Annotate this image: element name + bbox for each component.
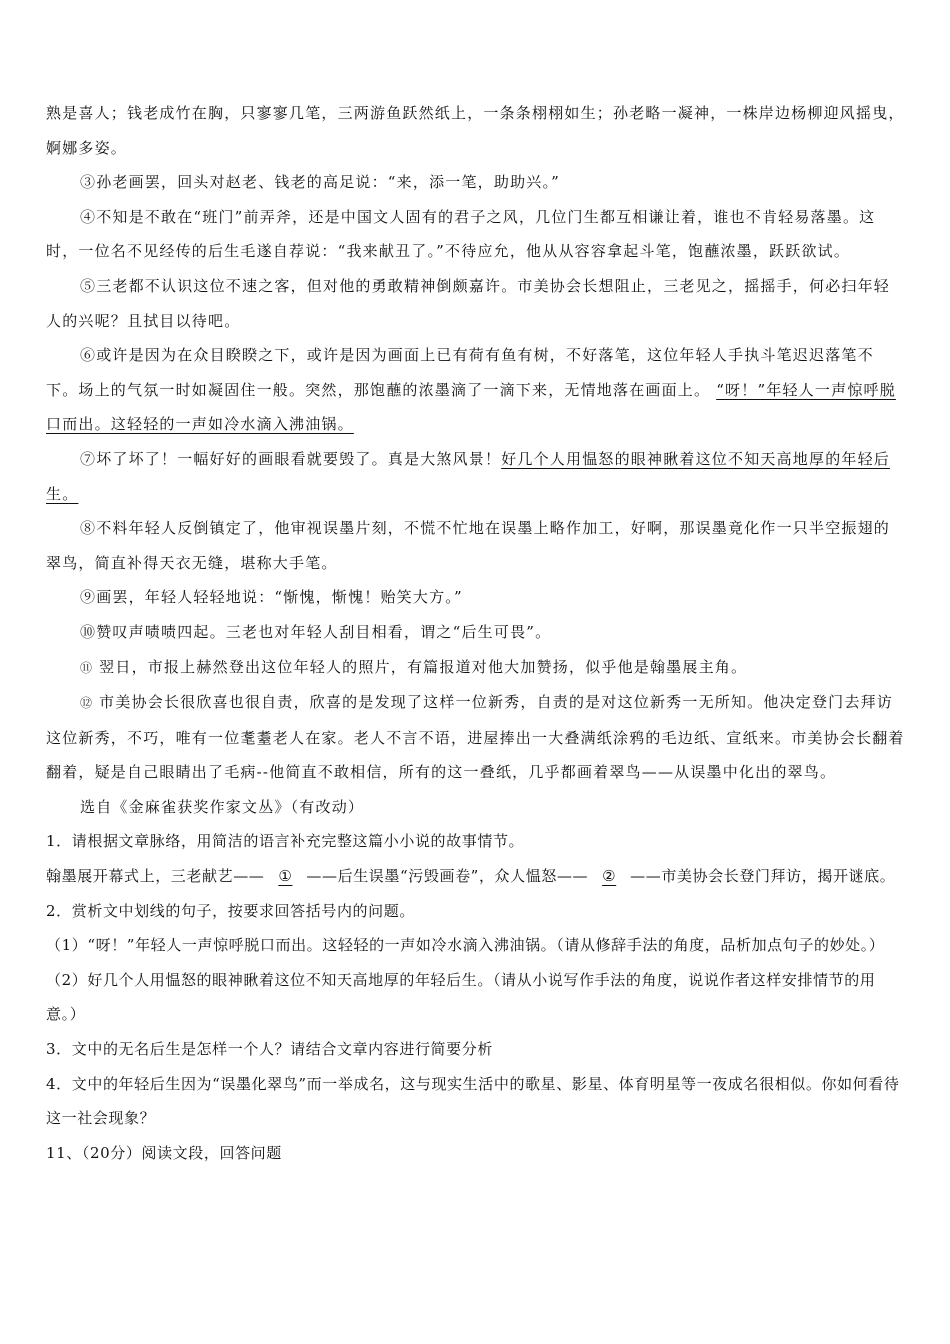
paragraph-6 (46, 338, 906, 442)
next-section-heading: 11、（20分）阅读文段，回答问题 (46, 1143, 282, 1162)
paragraph-4: ④不知是不敢在“班门”前弄斧，还是中国文人固有的君子之风，几位门生都互相谦让着，谁也不肯轻易落墨。这时，一位名不见经传的后生毛遂自荐说：“我来献丑了。”不待应允，他从从容容拿起斗笔，饱蘸浓墨，跃跃欲试。 (46, 207, 876, 261)
paragraph-7 (46, 442, 906, 511)
question-2: 2．赏析文中划线的句子，按要求回答括号内的问题。 (46, 901, 415, 920)
paragraph-3: ③孙老画罢，回头对赵老、钱老的高足说：“来，添一笔，助助兴。” (80, 173, 561, 192)
answer-blank-2[interactable]: ② (602, 867, 617, 886)
question-1-plot-line (46, 859, 906, 894)
question-2-part-1: （1）“呀！”年轻人一声惊呼脱口而出。这轻轻的一声如冷水滴入沸油锅。（请从修辞手法的角度，品析加点句子的妙处。） (46, 936, 885, 955)
paragraph-8: ⑧不料年轻人反倒镇定了，他审视误墨片刻，不慌不忙地在误墨上略作加工，好啊，那误墨竟化作一只半空振翅的翠鸟，简直补得天衣无缝，堪称大手笔。 (46, 519, 891, 572)
question-2-part-2: （2）好几个人用愠怒的眼神瞅着这位不知天高地厚的年轻后生。（请从小说写作手法的角度，说说作者这样安排情节的用意。） (46, 970, 876, 1024)
underlined-sentence-1: “呀！”年轻人一声惊呼脱口而出。这轻轻的一声如冷水滴入沸油锅。 (46, 380, 896, 434)
question-3: 3．文中的无名后生是怎样一个人？请结合文章内容进行简要分析 (46, 1040, 493, 1059)
paragraph-12 (46, 685, 906, 790)
paragraph-12-number: ⑫ (80, 696, 94, 711)
paragraph-7-text: ⑦坏了坏了！一幅好好的画眼看就要毁了。真是大煞风景！ (80, 449, 502, 468)
plot-text-b: ——后生误墨“污毁画卷”，众人愠怒—— (306, 867, 589, 886)
source-note: 选自《金麻雀获奖作家文丛》（有改动） (80, 797, 365, 816)
paragraph-11-number: ⑪ (80, 660, 94, 675)
answer-blank-1[interactable]: ① (278, 867, 293, 886)
paragraph-11-text: 翌日，市报上赫然登出这位年轻人的照片，有篇报道对他大加赞扬，似乎他是翰墨展主角。 (99, 657, 748, 676)
paragraph-9: ⑨画罢，年轻人轻轻地说：“惭愧，惭愧！贻笑大方。” (80, 588, 463, 607)
plot-text-a: 翰墨展开幕式上，三老献艺—— (46, 867, 265, 886)
question-4: 4．文中的年轻后生因为“误墨化翠鸟”而一举成名，这与现实生活中的歌星、影星、体育明星等一夜成名很相似。你如何看待这一社会现象？ (46, 1074, 900, 1128)
paragraph-10: ⑩赞叹声啧啧四起。三老也对年轻人刮目相看，谓之“后生可畏”。 (80, 622, 552, 641)
paragraph-continued: 熟是喜人；钱老成竹在胸，只寥寥几笔，三两游鱼跃然纸上，一条条栩栩如生；孙老略一凝神，一株岸边杨柳迎风摇曳，婀娜多姿。 (46, 104, 905, 157)
paragraph-6-text: ⑥或许是因为在众目睽睽之下，或许是因为画面上已有荷有鱼有树，不好落笔，这位年轻人手执斗笔迟迟落笔不下。场上的气氛一时如凝固住一般。突然，那饱蘸的浓墨滴了一滴下来，无情地落在画面上。 (46, 346, 874, 399)
document-page (46, 96, 906, 1170)
question-1: 1．请根据文章脉络，用简洁的语言补充完整这篇小小说的故事情节。 (46, 832, 525, 851)
paragraph-5: ⑤三老都不认识这位不速之客，但对他的勇敢精神倒颇嘉许。市美协会长想阻止，三老见之，摇摇手，何必扫年轻人的兴呢？且拭目以待吧。 (46, 276, 891, 330)
underlined-sentence-2: 好几个人用愠怒的眼神瞅着这位不知天高地厚的年轻后生。 (46, 449, 891, 503)
plot-text-c: ——市美协会长登门拜访，揭开谜底。 (630, 867, 896, 886)
paragraph-11 (46, 650, 906, 686)
paragraph-12-text: 市美协会长很欣喜也很自责，欣喜的是发现了这样一位新秀，自责的是对这位新秀一无所知。他决定登门去拜访这位新秀，不巧，唯有一位耄耋老人在家。老人不言不语，进屋捧出一大叠满纸涂鸦的毛边纸、宣纸来。市美协会长翻着翻着，疑是自己眼睛出了毛病--他简直不敢相信，所有的这一叠纸，几乎都画着翠鸟——从误墨中化出的翠鸟。 (46, 693, 905, 782)
